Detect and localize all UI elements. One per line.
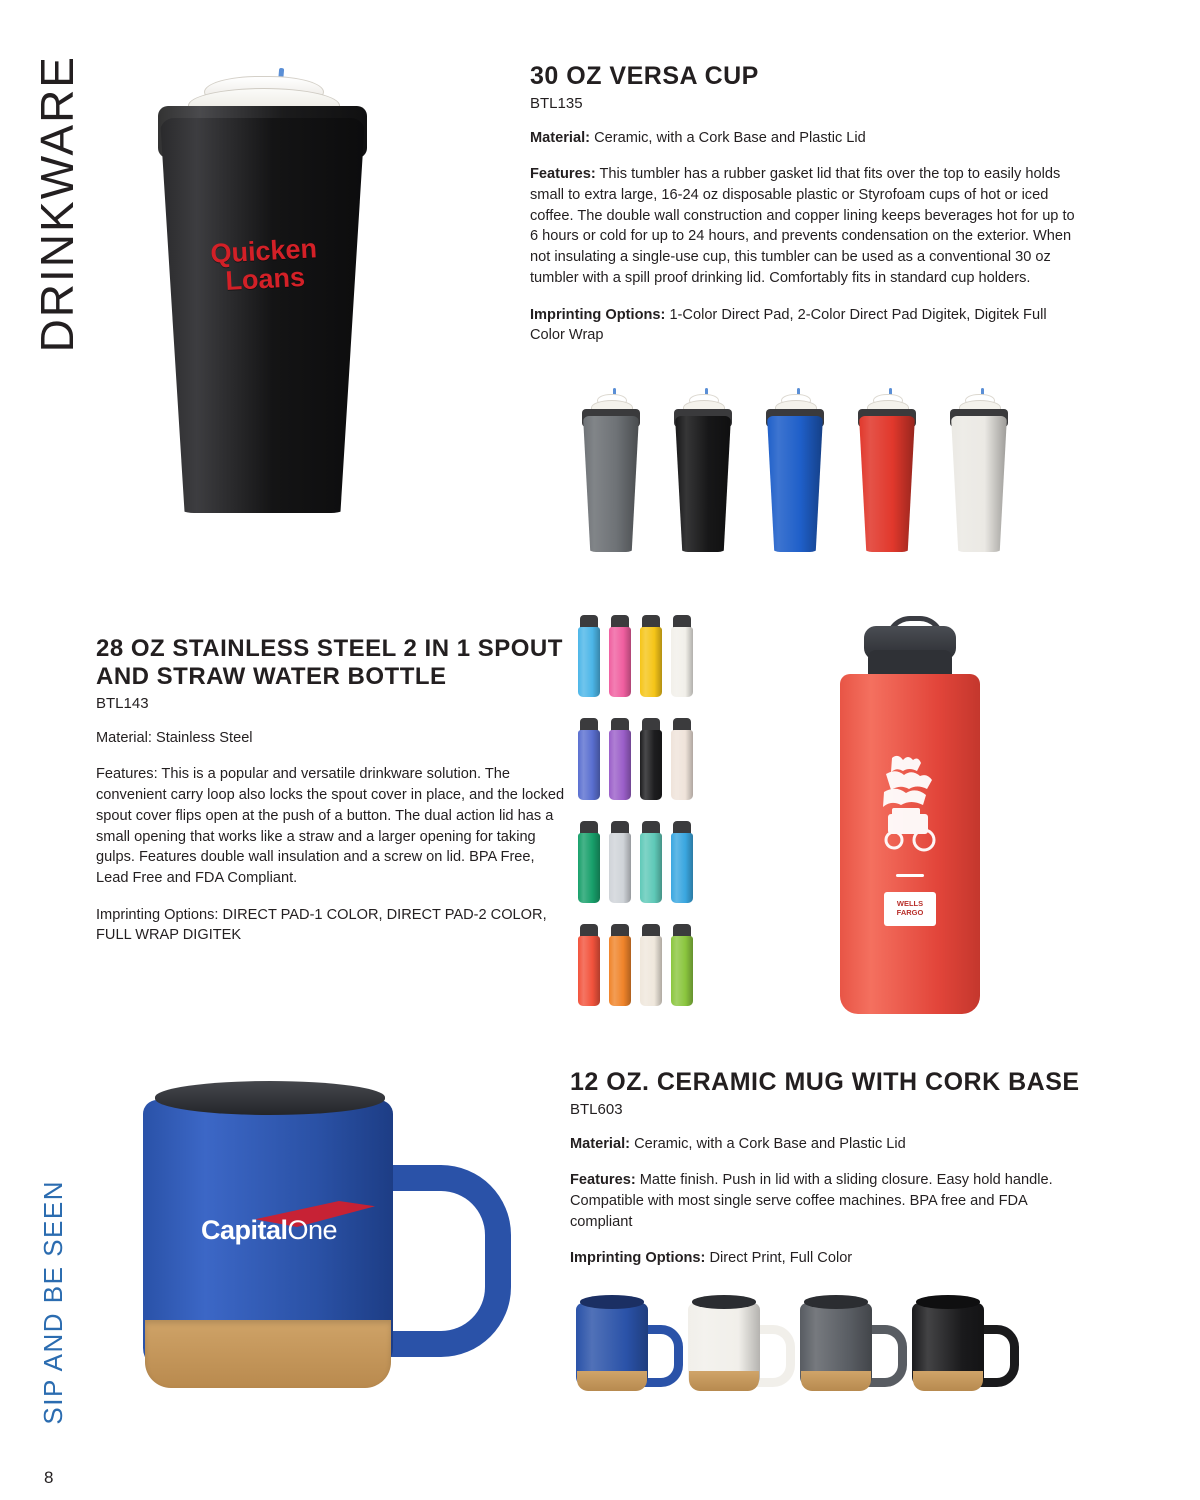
bottle-body bbox=[609, 936, 631, 1006]
tumbler-body bbox=[675, 416, 731, 552]
mug-illustration bbox=[135, 1075, 495, 1405]
logo-line-2: Loans bbox=[224, 261, 306, 296]
logo-line-1: Quicken bbox=[209, 233, 318, 269]
section-label-drinkware: DRINKWARE bbox=[31, 55, 83, 353]
mug-lid bbox=[155, 1081, 385, 1115]
product-title: 30 OZ VERSA CUP bbox=[530, 62, 759, 90]
bottle-illustration bbox=[820, 612, 1000, 1032]
color-swatch bbox=[764, 394, 826, 554]
bottle-body bbox=[609, 627, 631, 697]
imprinting-text: Direct Print, Full Color bbox=[705, 1250, 853, 1267]
color-swatch bbox=[609, 821, 631, 903]
imprint-logo-capital-one bbox=[157, 1215, 381, 1246]
features-text: This tumbler has a rubber gasket lid that fits over the top to easily holds small to extra large, 16-24 oz disposable plastic or Styrofoam cups of hot or iced coffee. The double wall construction and copper lining keeps beverages hot for up to 6 hours or cold for up to 24 hours, and prevents condensation on the exterior. When not insulating a single-use cup, this tumbler can be used as a conventional 30 oz tumbler with a spill proof drinking lid. Comfortably fits in standard cup holders. bbox=[530, 166, 1075, 286]
product-image-versa-cup bbox=[150, 68, 380, 518]
product-sku: BTL603 bbox=[570, 1100, 623, 1118]
color-swatch bbox=[672, 394, 734, 554]
color-swatch bbox=[640, 924, 662, 1006]
mug-lid bbox=[916, 1295, 980, 1309]
features-paragraph bbox=[570, 1170, 1090, 1232]
color-swatch bbox=[578, 718, 600, 800]
bottle-body bbox=[578, 936, 600, 1006]
color-swatch-row-ceramic-mug bbox=[570, 1285, 1090, 1415]
product-sku: BTL143 bbox=[96, 694, 149, 712]
tagline-sip-and-be-seen: SIP AND BE SEEN bbox=[38, 1180, 68, 1425]
imprinting-paragraph bbox=[570, 1248, 1090, 1269]
cork-base bbox=[689, 1371, 759, 1391]
product-details-versa-cup bbox=[530, 62, 1085, 346]
bottle-body bbox=[640, 833, 662, 903]
color-swatch bbox=[640, 718, 662, 800]
page-number: 8 bbox=[44, 1468, 54, 1487]
features-label: Features: bbox=[530, 166, 596, 183]
cork-base bbox=[913, 1371, 983, 1391]
imprinting-label: Imprinting Options: bbox=[570, 1250, 706, 1267]
features-text: Matte finish. Push in lid with a sliding closure. Easy hold handle. Compatible with most single serve coffee machines. BPA free and FDA compliant bbox=[570, 1172, 1053, 1230]
color-swatch bbox=[906, 1285, 1002, 1405]
bottle-body bbox=[578, 833, 600, 903]
color-swatch-row-versa-cup bbox=[580, 388, 1100, 558]
color-swatch bbox=[640, 615, 662, 697]
bottle-body bbox=[671, 627, 693, 697]
tumbler-body bbox=[767, 416, 823, 552]
product-title-line-1: 28 OZ STAINLESS STEEL 2 IN 1 SPOUT bbox=[96, 635, 563, 662]
color-swatch bbox=[578, 924, 600, 1006]
color-swatch bbox=[609, 924, 631, 1006]
tumbler-illustration bbox=[150, 68, 380, 518]
cork-base bbox=[801, 1371, 871, 1391]
color-swatch bbox=[671, 821, 693, 903]
imprinting-paragraph bbox=[530, 305, 1085, 346]
tumbler-body bbox=[951, 416, 1007, 552]
badge-line-2: FARGO bbox=[896, 908, 924, 917]
logo-part-1: Capital bbox=[200, 1215, 288, 1245]
color-swatch bbox=[570, 1285, 666, 1405]
material-paragraph: Material: Stainless Steel bbox=[96, 729, 253, 746]
bottle-body bbox=[640, 627, 662, 697]
tumbler-body bbox=[583, 416, 639, 552]
imprint-divider-line bbox=[896, 874, 924, 877]
imprinting-label: Imprinting Options: bbox=[530, 306, 666, 323]
imprint-stagecoach-art bbox=[872, 752, 948, 862]
bottle-body bbox=[671, 936, 693, 1006]
material-paragraph bbox=[530, 128, 1085, 149]
imprint-logo-wells-fargo bbox=[884, 892, 936, 926]
material-text: Ceramic, with a Cork Base and Plastic Lid bbox=[590, 129, 866, 146]
product-sku: BTL135 bbox=[530, 94, 583, 112]
material-label: Material: bbox=[570, 1135, 631, 1152]
color-swatch bbox=[580, 394, 642, 554]
color-swatch bbox=[640, 821, 662, 903]
bottle-body bbox=[671, 730, 693, 800]
bottle-body bbox=[609, 833, 631, 903]
tumbler-body bbox=[160, 118, 365, 513]
cork-base bbox=[577, 1371, 647, 1391]
material-paragraph bbox=[570, 1134, 1090, 1155]
mug-lid bbox=[804, 1295, 868, 1309]
color-swatch bbox=[671, 718, 693, 800]
badge-line-1: WELLS bbox=[896, 899, 924, 909]
features-paragraph bbox=[530, 164, 1085, 288]
product-title-line-2: AND STRAW WATER BOTTLE bbox=[96, 663, 447, 691]
color-swatch bbox=[671, 615, 693, 697]
mug-lid bbox=[692, 1295, 756, 1309]
logo-part-2: One bbox=[287, 1215, 338, 1245]
color-swatch bbox=[578, 615, 600, 697]
product-title: 12 OZ. CERAMIC MUG WITH CORK BASE bbox=[570, 1068, 1080, 1096]
color-swatch bbox=[671, 924, 693, 1006]
color-swatch bbox=[578, 821, 600, 903]
tumbler-body bbox=[859, 416, 915, 552]
material-text: Ceramic, with a Cork Base and Plastic Lid bbox=[630, 1135, 906, 1152]
product-image-water-bottle bbox=[820, 612, 1000, 1032]
bottle-body bbox=[640, 936, 662, 1006]
product-details-ceramic-mug bbox=[570, 1068, 1090, 1269]
imprinting-text: 1-Color Direct Pad, 2-Color Direct Pad Digitek, Digitek Full Color Wrap bbox=[530, 306, 1047, 344]
color-swatch bbox=[856, 394, 918, 554]
bottle-body bbox=[671, 833, 693, 903]
material-label: Material: bbox=[530, 129, 591, 146]
color-swatch bbox=[682, 1285, 778, 1405]
bottle-body bbox=[578, 730, 600, 800]
mug-handle bbox=[375, 1165, 511, 1357]
product-image-ceramic-mug bbox=[135, 1075, 495, 1405]
bottle-body bbox=[578, 627, 600, 697]
cork-base bbox=[145, 1320, 391, 1388]
features-label: Features: bbox=[570, 1172, 636, 1189]
color-swatch bbox=[609, 718, 631, 800]
bottle-body bbox=[640, 730, 662, 800]
features-paragraph: Features: This is a popular and versatile drinkware solution. The convenient carry loop also locks the spout cover in place, and the locked spout cover flips open at the push of a button. The dual action lid has a small opening that works like a straw and a larger opening for taking gulps. Features double wall insulation and a screw on lid. BPA Free, Lead Free and FDA Compliant. bbox=[96, 766, 565, 886]
color-swatch bbox=[609, 615, 631, 697]
color-swatch bbox=[948, 394, 1010, 554]
color-swatch-grid-water-bottle bbox=[578, 615, 698, 1015]
bottle-body bbox=[609, 730, 631, 800]
color-swatch bbox=[794, 1285, 890, 1405]
imprint-logo-quicken-loans bbox=[191, 234, 339, 297]
product-details-water-bottle bbox=[96, 635, 566, 946]
imprinting-paragraph: Imprinting Options: DIRECT PAD-1 COLOR, DIRECT PAD-2 COLOR, FULL WRAP DIGITEK bbox=[96, 906, 547, 944]
mug-lid bbox=[580, 1295, 644, 1309]
